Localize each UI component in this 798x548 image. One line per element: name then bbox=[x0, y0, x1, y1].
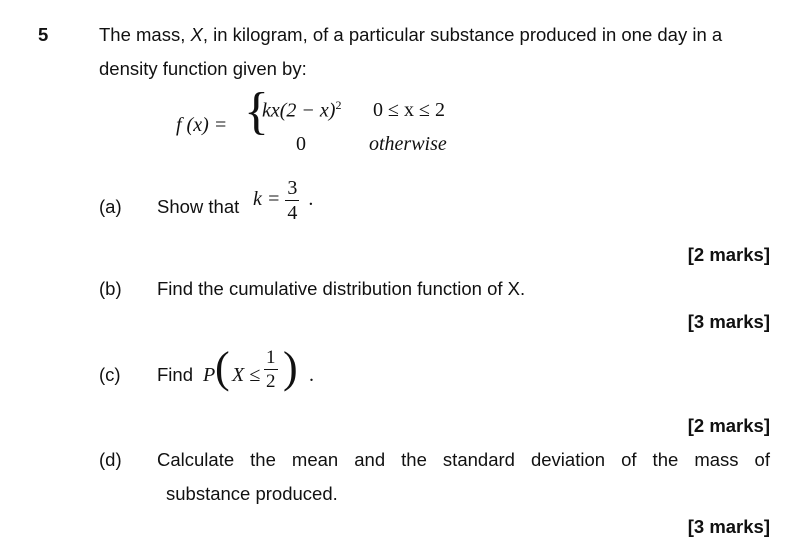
part-c-label: (c) bbox=[99, 364, 121, 385]
part-c-marks: [2 marks] bbox=[687, 415, 770, 436]
pdf-lhs: f (x) = bbox=[176, 114, 228, 136]
part-b-label: (b) bbox=[99, 278, 122, 299]
intro-variable: X bbox=[190, 24, 203, 45]
part-c-frac-den: 2 bbox=[266, 371, 276, 392]
part-d-line2: substance produced. bbox=[166, 483, 338, 504]
part-c-math-p: P bbox=[203, 364, 216, 386]
part-a-math-lhs: k = bbox=[253, 188, 281, 211]
intro-text-b: , in kilogram, of a particular substance produced in one day in a bbox=[202, 24, 723, 45]
part-d-marks: [3 marks] bbox=[687, 516, 770, 537]
part-d-label: (d) bbox=[99, 449, 122, 470]
part-b-marks: [3 marks] bbox=[687, 311, 770, 332]
part-c-left-paren: ( bbox=[215, 343, 230, 392]
part-c-frac-num: 1 bbox=[266, 347, 276, 368]
part-a-fraction bbox=[285, 178, 299, 223]
question-intro-line1 bbox=[99, 24, 722, 46]
part-a-frac-num: 3 bbox=[287, 177, 298, 199]
part-a-marks: [2 marks] bbox=[687, 244, 770, 265]
part-a-math bbox=[253, 178, 313, 223]
pdf-brace: { bbox=[244, 83, 269, 140]
part-c-text: Find bbox=[157, 364, 193, 385]
pdf-case1-exponent: 2 bbox=[335, 98, 342, 112]
part-c-tail: . bbox=[309, 364, 314, 386]
pdf-case2-expression: 0 bbox=[296, 133, 306, 155]
part-b-text: Find the cumulative distribution function of X. bbox=[157, 278, 526, 299]
question-intro-line2: density function given by: bbox=[99, 58, 307, 79]
part-c-math-inner: X ≤ bbox=[232, 364, 261, 386]
part-a-tail: . bbox=[308, 188, 314, 211]
pdf-case2-condition: otherwise bbox=[369, 133, 447, 155]
pdf-case1-condition: 0 ≤ x ≤ 2 bbox=[373, 99, 445, 121]
part-c-right-paren: ) bbox=[283, 343, 298, 392]
intro-text-a: The mass, bbox=[99, 24, 191, 45]
question-number: 5 bbox=[38, 24, 49, 45]
part-c-fraction bbox=[264, 348, 278, 391]
pdf-case1-expression bbox=[262, 98, 341, 123]
part-a-label: (a) bbox=[99, 196, 122, 217]
part-a-text: Show that bbox=[157, 196, 240, 217]
pdf-case1-expr: kx(2 − x) bbox=[262, 99, 336, 122]
part-d-line1: Calculate the mean and the standard deviation of the mass of bbox=[157, 449, 770, 470]
part-a-frac-den: 4 bbox=[287, 202, 298, 224]
